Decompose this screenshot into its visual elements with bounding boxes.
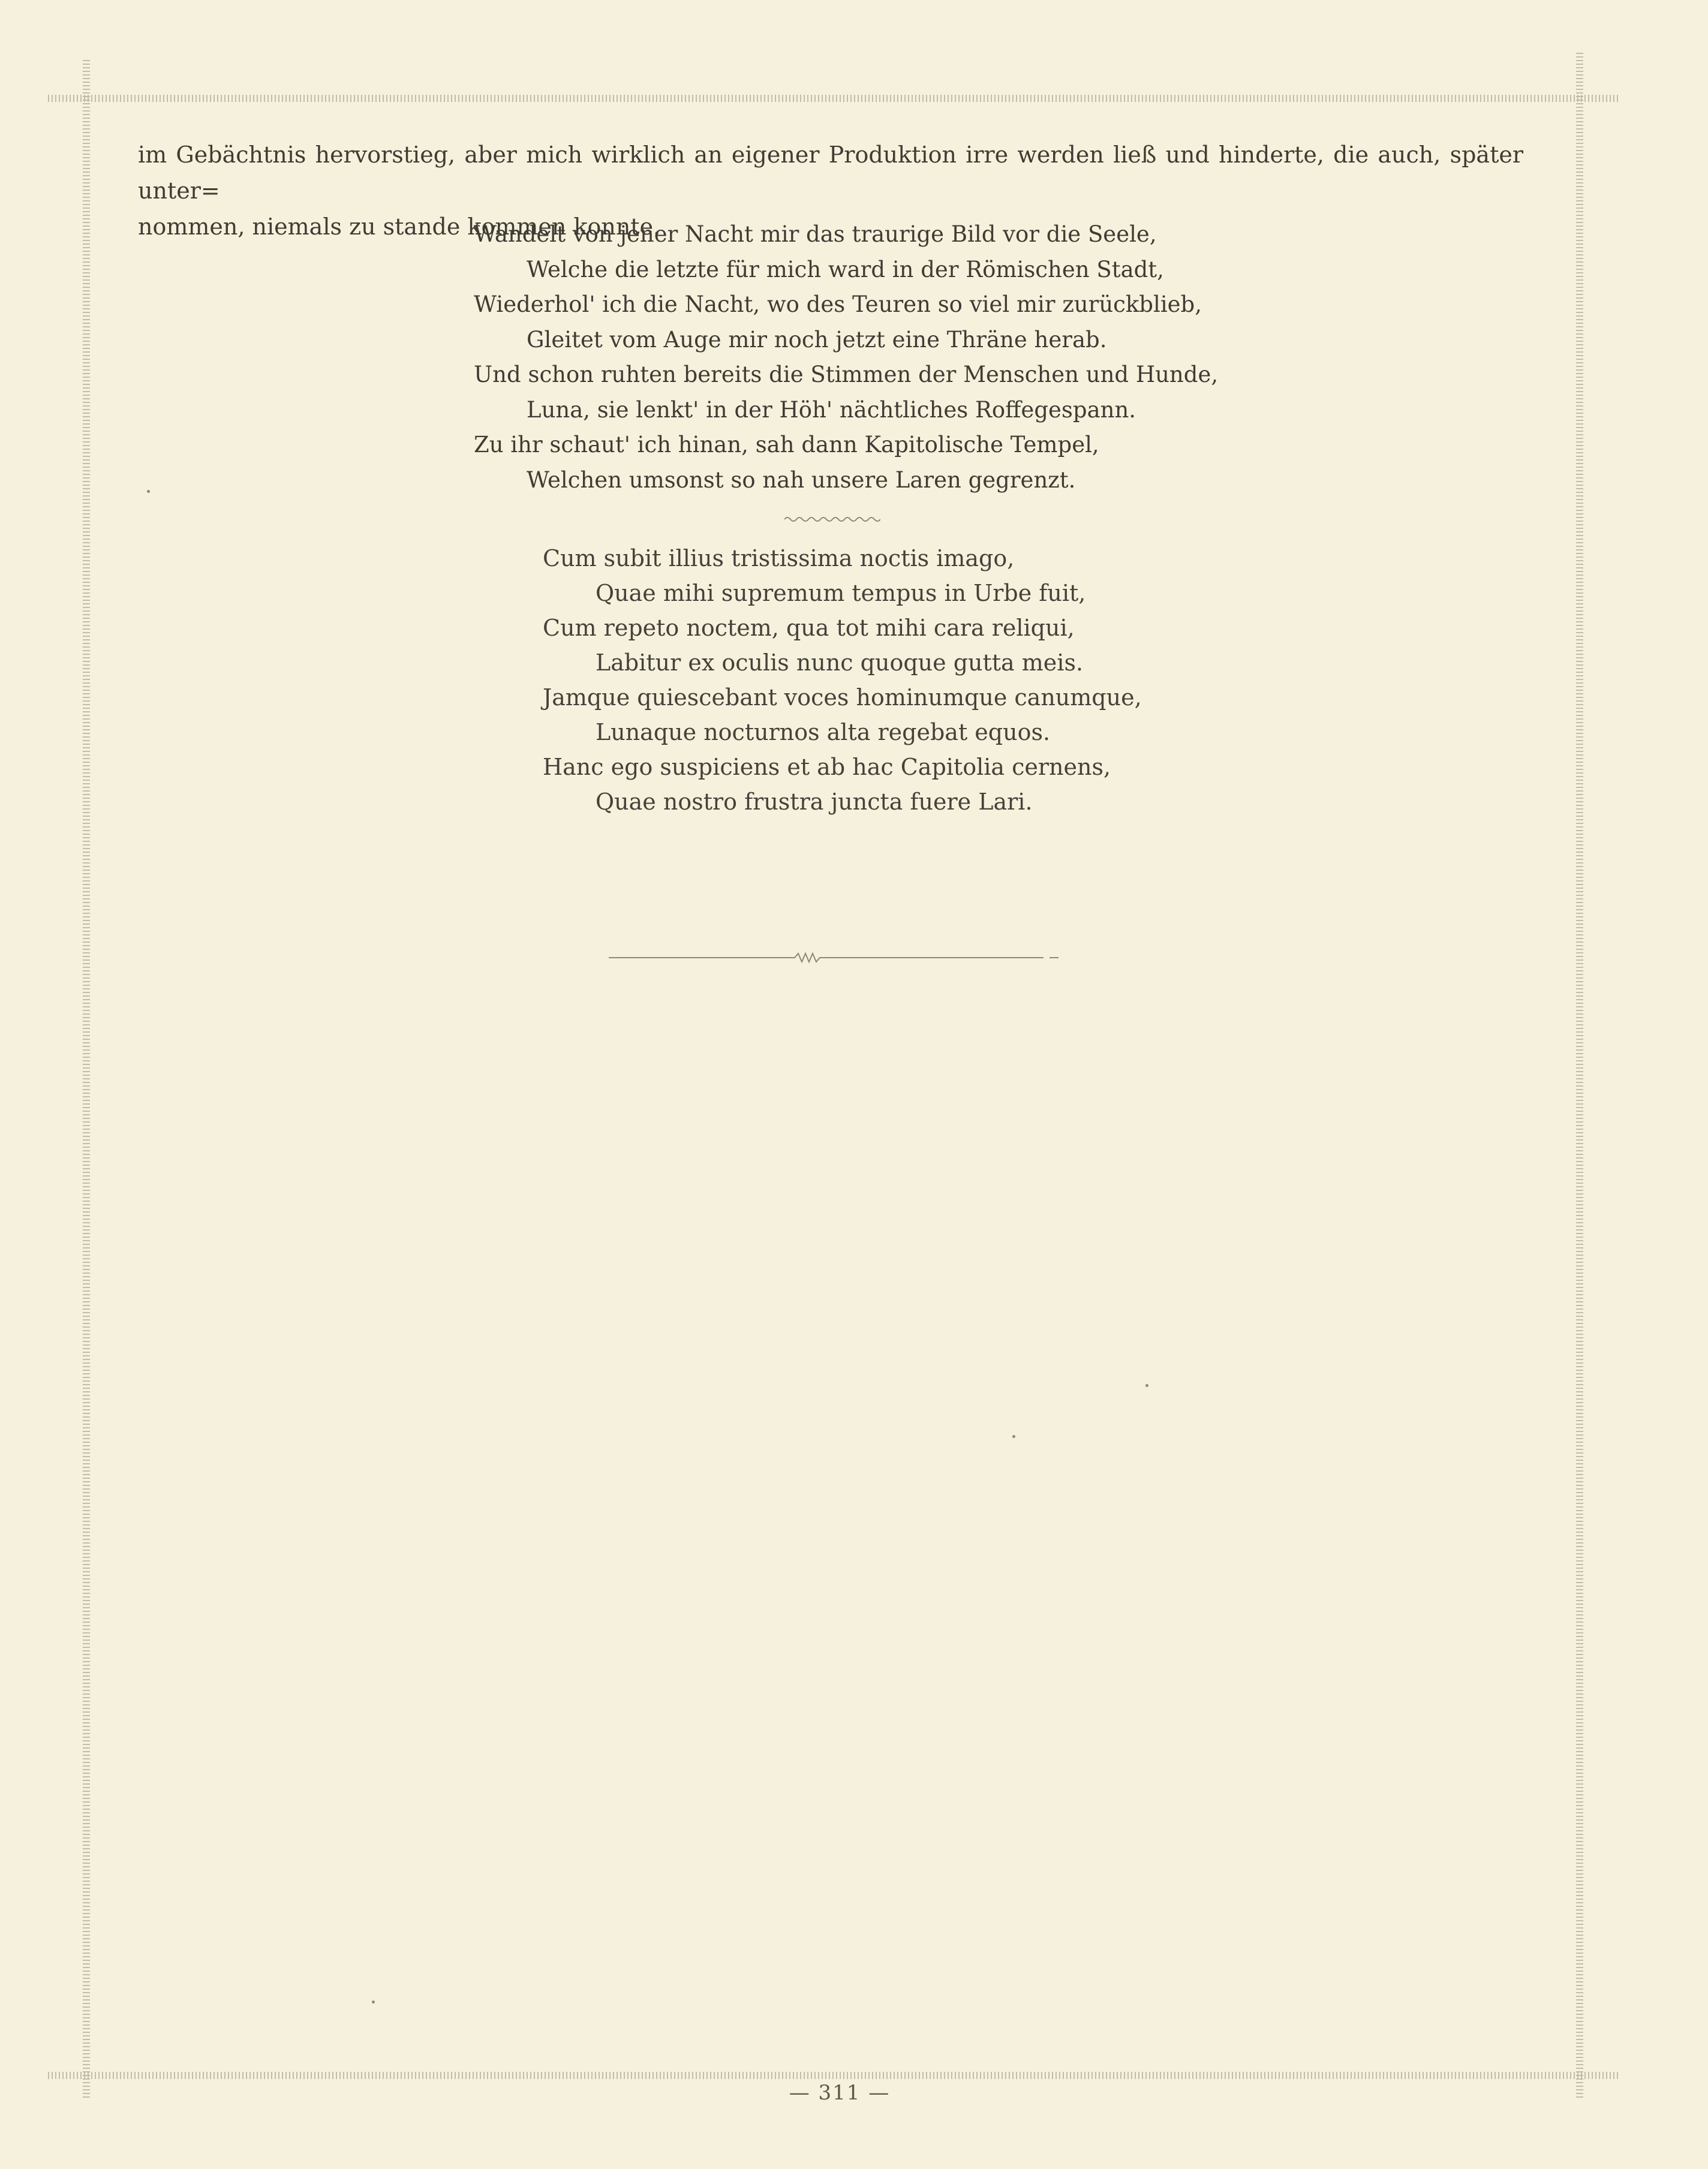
verse-line: Cum repeto noctem, qua tot mihi cara reliqui, [543,615,1075,641]
paper-speck [372,2000,375,2003]
verse-line: Labitur ex oculis nunc quoque gutta meis. [596,649,1084,676]
verse-line: Und schon ruhten bereits die Stimmen der Menschen und Hunde, [474,362,1219,387]
verse-line: Welche die letzte für mich ward in der Römischen Stadt, [527,256,1164,282]
verse-line: Welchen umsonst so nah unsere Laren gegrenzt. [527,467,1076,493]
verse-line: Hanc ego suspiciens et ab hac Capitolia cernens, [543,754,1111,780]
prose-line: nommen, niemals zu stande kommen konnte. [138,213,661,240]
latin-poem [543,541,1142,819]
german-poem [474,217,1218,498]
wavy-divider-ornament [784,515,880,524]
bottom-border-rule [48,2072,1619,2079]
verse-line: Quae nostro frustra juncta fuere Lari. [596,789,1033,815]
paper-speck [1145,1384,1148,1387]
verse-line: Lunaque nocturnos alta regebat equos. [596,719,1051,745]
verse-line: Wiederhol' ich die Nacht, wo des Teuren so viel mir zurückblieb, [474,291,1202,317]
verse-line: Jamque quiescebant voces hominumque canumque, [543,684,1142,711]
right-border-rule [1576,53,1583,2098]
top-border-rule [48,95,1619,102]
verse-line: Luna, sie lenkt' in der Höh' nächtliches Roffegespann. [527,396,1136,423]
paper-speck [147,490,150,493]
verse-line: Wandelt von jener Nacht mir das traurige Bild vor die Seele, [474,221,1157,247]
left-border-rule [83,60,90,2099]
paper-speck [1012,1435,1015,1438]
prose-line: im Gebächtnis hervorstieg, aber mich wirklich an eigener Produktion irre werden ließ und hinderte, die auch, später unter= [138,142,1523,204]
page-number: — 311 — [789,2081,891,2105]
verse-line: Gleitet vom Auge mir noch jetzt eine Thräne herab. [527,326,1107,353]
section-end-rule-ornament [609,949,1059,967]
verse-line: Zu ihr schaut' ich hinan, sah dann Kapitolische Tempel, [474,432,1099,458]
verse-line: Quae mihi supremum tempus in Urbe fuit, [596,580,1086,606]
verse-line: Cum subit illius tristissima noctis imago, [543,545,1015,571]
